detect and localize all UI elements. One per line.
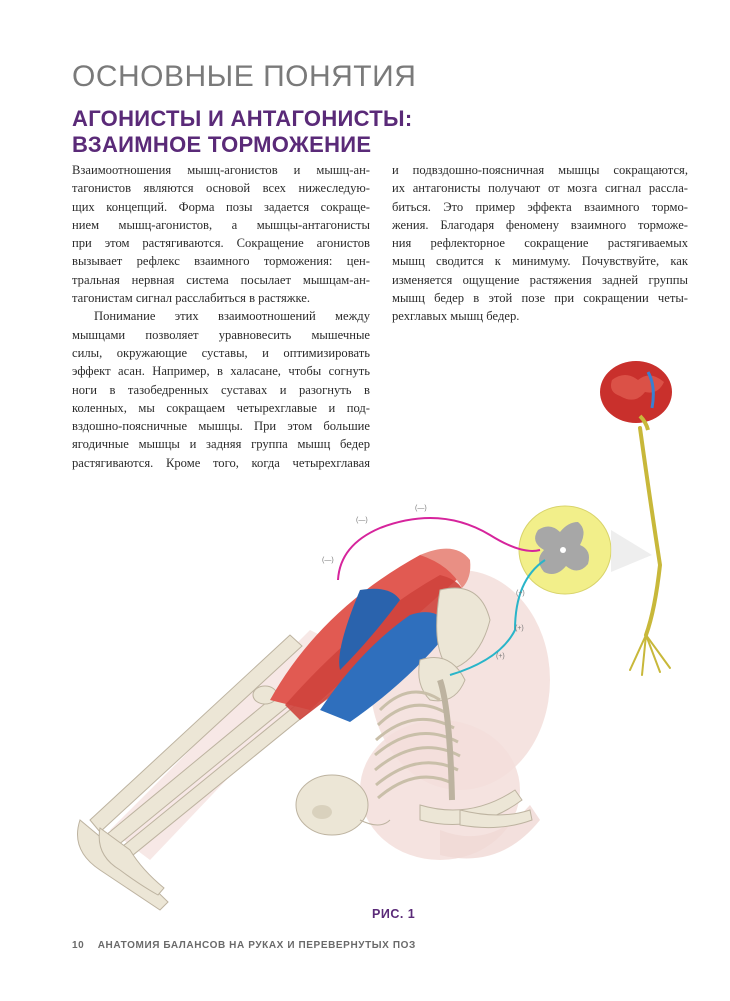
pathway-label: (—) [356,517,368,524]
right-text-column [392,161,688,326]
text-line: Понимание этих взаимоотношений между [94,309,370,324]
text-line: тагонистам сигнал расслабиться в растяжке. [72,291,311,306]
brain [600,361,672,430]
text-line: щих концепций. Форма позы задается сокраще- [72,199,370,214]
text-line: нием мышц-агонистов, а мышцы-антагонисты [72,217,370,232]
pathway-label: (+) [515,625,524,632]
zoom-connector [611,530,652,572]
text-line: мышц сводится к минимуму. Почувствуйте, как [392,254,688,269]
text-line: мышцами позволяет уравновесить мышечные [72,327,370,342]
text-line: жения. Благодаря феномену взаимного торможе- [392,217,688,232]
text-line: вызывает рефлекс взаимного торможения: цен- [72,254,370,269]
section-title: ОСНОВНЫЕ ПОНЯТИЯ [72,60,417,93]
book-title: АНАТОМИЯ БАЛАНСОВ НА РУКАХ И ПЕРЕВЕРНУТЫХ ПОЗ [97,940,416,951]
text-line: изменяется ощущение растяжения задней группы [392,272,688,287]
text-line: вздошно-поясничные мышцы. При этом большие [72,419,370,434]
text-line: Взаимоотношения мышц-агонистов и мышц-ан- [72,163,370,177]
paragraph-1 [72,161,370,307]
headline-line-2: ВЗАИМНОЕ ТОРМОЖЕНИЕ [72,132,372,157]
text-line: ния рефлекторное сокращение растягиваемых [392,236,688,251]
text-line: их антагонисты получают от мозга сигнал рассла- [392,181,688,196]
text-line: силы, окружающие суставы, и оптимизировать [72,345,370,360]
text-line: коленных, мы сокращаем четырехглавые и под- [72,400,370,415]
pathway-label: (—) [322,557,334,564]
text-line: тагонистов являются основой всех нижеследую- [72,181,370,196]
pathway-label: (+) [516,590,525,597]
page-number: 10 [72,940,85,951]
text-line: эффект асан. Например, в халасане, чтобы согнуть [72,364,370,379]
figure-caption: РИС. 1 [372,907,416,921]
text-line: при этом растягиваются. Сокращение агонистов [72,236,370,251]
text-line: ягодичные мышцы и задняя группа мышц бедер [72,437,370,452]
headline-line-1: АГОНИСТЫ И АНТАГОНИСТЫ: [72,106,413,131]
halasana-anatomy-figure [60,350,710,930]
headline [72,106,413,158]
page-footer [72,940,416,951]
text-line: тральная нервная система посылает мышцам-ан- [72,272,370,287]
text-line: биться. Это пример эффекта взаимного тормо- [392,199,688,214]
text-line: рехглавых мышц бедер. [392,309,520,324]
text-line: мышц бедер в этой позе при сокращении четы- [392,291,688,306]
text-line: ноги в тазобедренных суставах и разогнуть в [72,382,370,397]
pathway-label: (+) [496,653,505,660]
text-line: и подвздошно-поясничная мышцы сокращаются, [392,163,688,177]
text-line: растягиваются. Кроме того, когда четырехглавая [72,455,370,470]
paragraph-3 [392,161,688,326]
pathway-label: (—) [415,505,427,512]
